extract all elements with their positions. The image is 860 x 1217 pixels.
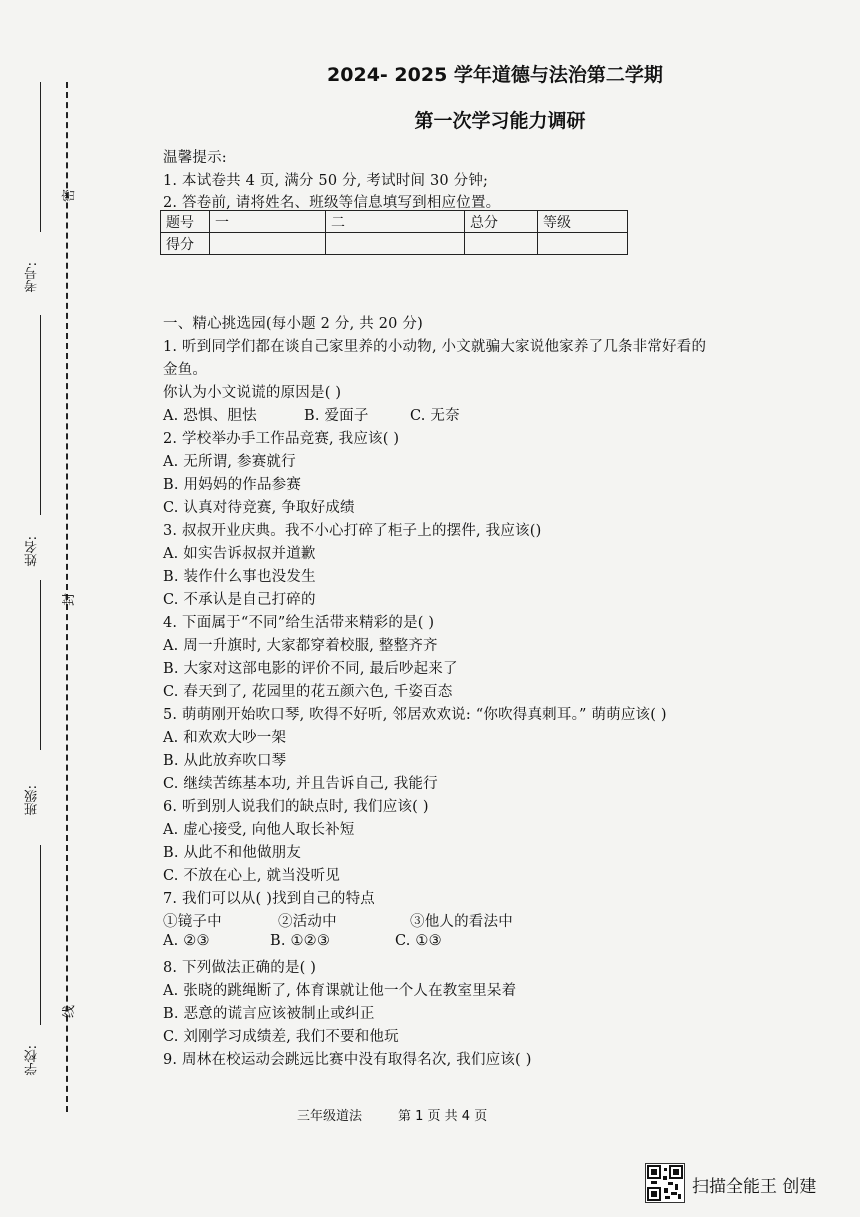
score-cell-question-no: 题号 [161,211,210,233]
footer-subject: 三年级道法 [297,1109,363,1124]
score-table-header-row [161,211,628,233]
q2-option-c: C. 认真对待竞赛, 争取好成绩 [163,500,355,516]
score-cell-total: 总分 [465,211,538,233]
section-1-heading: 一、精心挑选园(每小题 2 分, 共 20 分) [163,316,423,332]
q3-option-c: C. 不承认是自己打碎的 [163,592,316,608]
score-cell-part-1: 一 [210,211,326,233]
tips-item-2: 2. 答卷前, 请将姓名、班级等信息填写到相应位置。 [163,195,501,211]
q7-option-a: A. ②③ [163,933,210,949]
margin-line-name [40,315,41,515]
class-label: 班级: [25,785,40,816]
q8-option-a: A. 张晓的跳绳断了, 体育课就让他一个人在教室里呆着 [163,983,517,999]
q2-option-b: B. 用妈妈的作品参赛 [163,477,302,493]
q2-stem: 2. 学校举办手工作品竞赛, 我应该( ) [163,431,400,447]
score-cell-score-label: 得分 [161,233,210,255]
tips-heading: 温馨提示: [163,150,227,166]
q8-stem: 8. 下列做法正确的是( ) [163,960,317,976]
q7-option-c: C. ①③ [395,933,442,949]
seal-mark-mi: 密 [62,188,78,203]
q5-option-b: B. 从此放弃吹口琴 [163,753,287,769]
seal-mark-feng: 封 [62,592,78,607]
q4-option-b: B. 大家对这部电影的评价不同, 最后吵起来了 [163,661,458,677]
tips-item-1: 1. 本试卷共 4 页, 满分 50 分, 考试时间 30 分钟; [163,173,489,189]
q5-option-a: A. 和欢欢大吵一架 [163,730,287,746]
school-label: 学校: [25,1045,40,1076]
q9-stem: 9. 周林在校运动会跳远比赛中没有取得名次, 我们应该( ) [163,1052,532,1068]
q5-stem: 5. 萌萌刚开始吹口琴, 吹得不好听, 邻居欢欢说: “你吹得真刺耳。” 萌萌应该( ) [163,707,667,723]
exam-subtitle: 第一次学习能力调研 [414,110,586,132]
footer-page-number: 第 1 页 共 4 页 [398,1109,488,1124]
score-input-part-2[interactable] [326,233,465,255]
q7-stem: 7. 我们可以从( )找到自己的特点 [163,891,375,907]
qr-code-icon [645,1163,685,1203]
q6-stem: 6. 听到别人说我们的缺点时, 我们应该( ) [163,799,429,815]
q3-stem: 3. 叔叔开业庆典。我不小心打碎了柜子上的摆件, 我应该() [163,523,542,539]
exam-no-label: 考号: [25,262,40,293]
q4-option-c: C. 春天到了, 花园里的花五颜六色, 千姿百态 [163,684,453,700]
margin-line-class [40,580,41,750]
q7-item-3: ③他人的看法中 [410,914,513,930]
q1-option-b: B. 爱面子 [304,408,369,424]
q6-option-a: A. 虚心接受, 向他人取长补短 [163,822,355,838]
q8-option-c: C. 刘刚学习成绩差, 我们不要和他玩 [163,1029,399,1045]
score-table [160,210,628,255]
q7-option-b: B. ①②③ [270,933,331,949]
q6-option-b: B. 从此不和他做朋友 [163,845,302,861]
q8-option-b: B. 恶意的谎言应该被制止或纠正 [163,1006,375,1022]
q1-line-3: 你认为小文说谎的原因是( ) [163,385,342,401]
scanner-watermark-text: 扫描全能王 创建 [692,1177,817,1197]
q6-option-c: C. 不放在心上, 就当没听见 [163,868,341,884]
q3-option-a: A. 如实告诉叔叔并道歉 [163,546,316,562]
name-label: 姓名: [25,536,40,567]
q1-option-c: C. 无奈 [410,408,460,424]
seal-mark-xian: 线 [62,1004,78,1019]
score-cell-part-2: 二 [326,211,465,233]
q1-line-1: 1. 听到同学们都在谈自己家里养的小动物, 小文就骗大家说他家养了几条非常好看的 [163,339,707,355]
score-input-grade[interactable] [538,233,628,255]
margin-line-exam-no [40,82,41,232]
q1-option-a: A. 恐惧、胆怯 [163,408,257,424]
score-cell-grade: 等级 [538,211,628,233]
q7-item-1: ①镜子中 [163,914,222,930]
score-input-total[interactable] [465,233,538,255]
q4-option-a: A. 周一升旗时, 大家都穿着校服, 整整齐齐 [163,638,438,654]
q5-option-c: C. 继续苦练基本功, 并且告诉自己, 我能行 [163,776,438,792]
exam-title: 2024- 2025 学年道德与法治第二学期 [327,64,663,86]
score-table-score-row [161,233,628,255]
q2-option-a: A. 无所谓, 参赛就行 [163,454,296,470]
margin-line-school [40,845,41,1025]
q1-line-2: 金鱼。 [163,362,208,378]
score-input-part-1[interactable] [210,233,326,255]
q3-option-b: B. 装作什么事也没发生 [163,569,316,585]
q4-stem: 4. 下面属于“不同”给生活带来精彩的是( ) [163,615,435,631]
q7-item-2: ②活动中 [278,914,337,930]
